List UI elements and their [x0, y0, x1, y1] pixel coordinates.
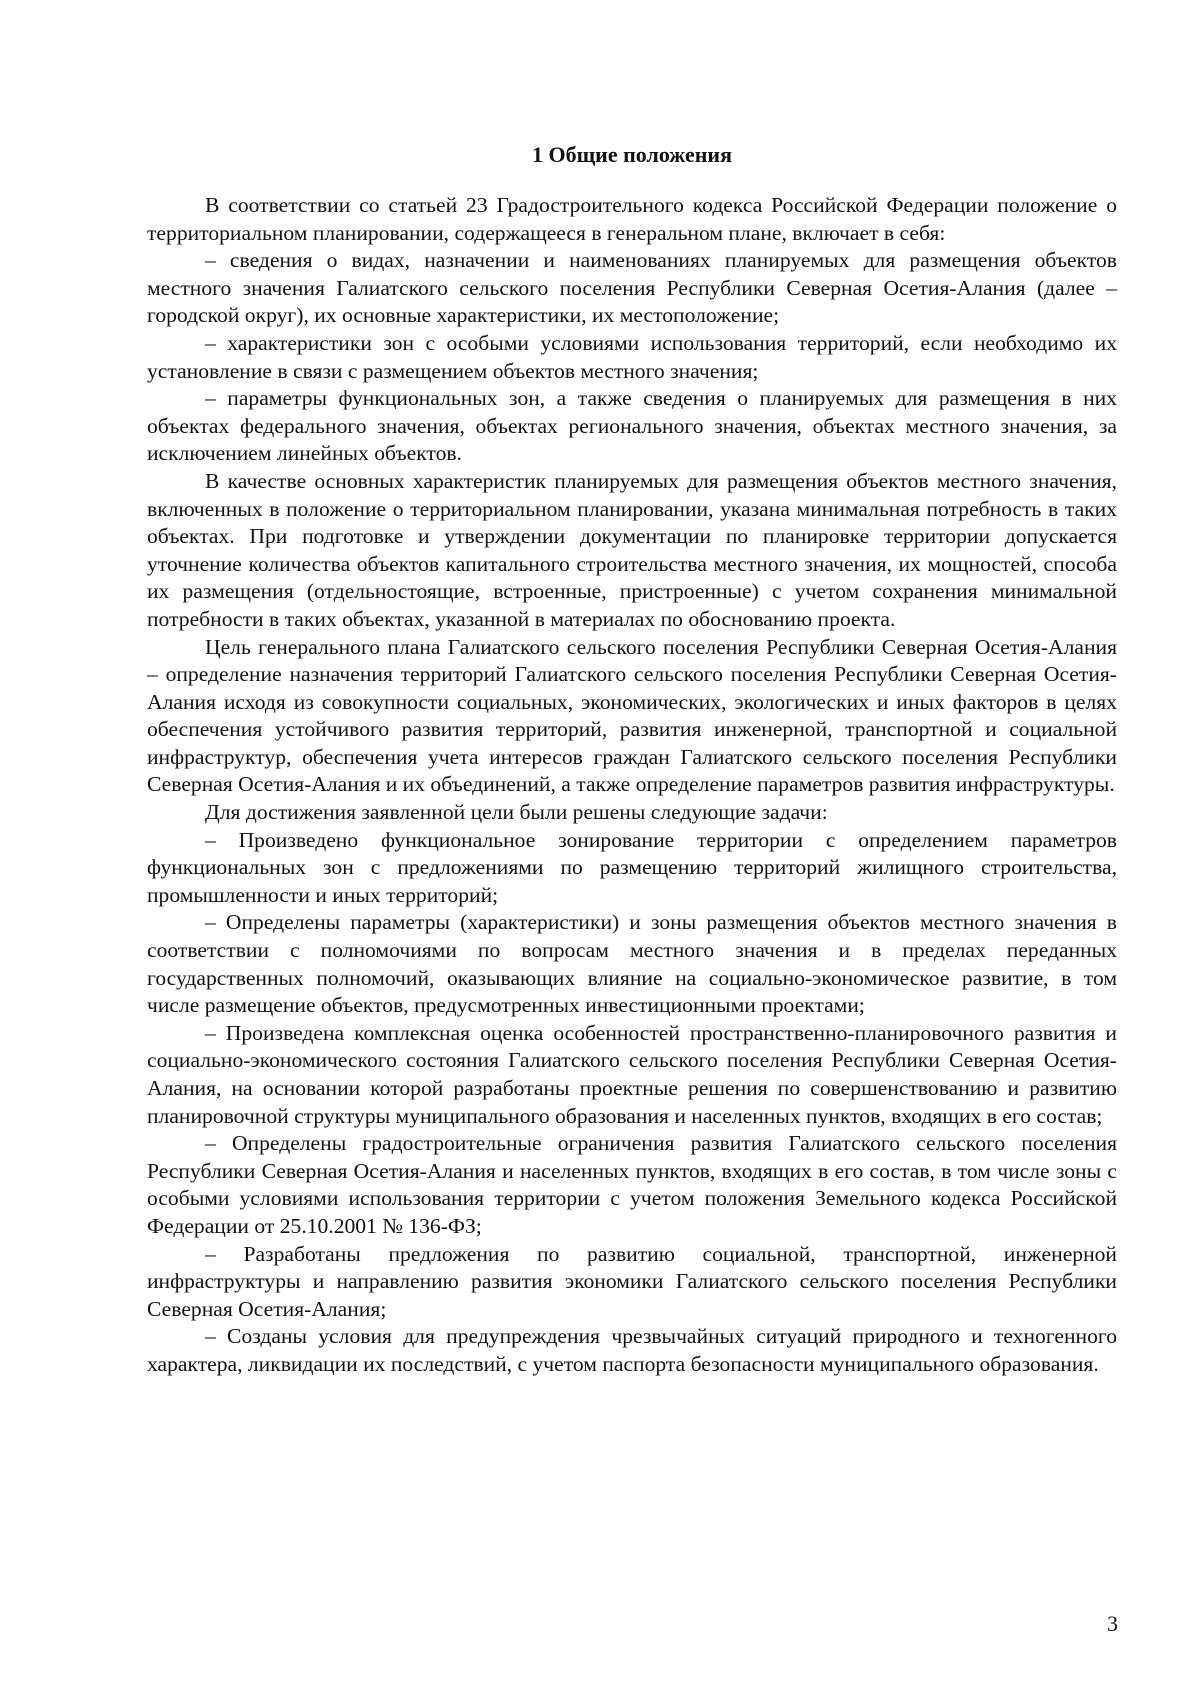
paragraph-tasks-intro: Для достижения заявленной цели были решены следующие задачи:	[205, 800, 828, 825]
paragraph-task-zoning: – Произведено функциональное зонирование территории с определением параметров функциональных зон с предложениями по размещению территорий жилищного строительства, промышленности и иных территорий;	[147, 827, 1117, 907]
paragraph-task-parameters: – Определены параметры (характеристики) и зоны размещения объектов местного значения в соответствии с полномочиями по вопросам местного значения и в пределах переданных государственных полномочий, оказывающих влияние на социально-экономическое развитие, в том числе размещение объектов, предусмотренных инвестиционными проектами;	[147, 910, 1117, 1018]
section-heading: 1 Общие положения	[532, 142, 732, 167]
paragraph-item-zones: – характеристики зон с особыми условиями использования территорий, если необходимо их установление в связи с размещением объектов местного значения;	[147, 330, 1117, 383]
paragraph-task-assessment: – Произведена комплексная оценка особенностей пространственно-планировочного развития и социально-экономического состояния Галиатского сельского поселения Республики Северная Осетия-Алания, на основании которой разработаны проектные решения по совершенствованию и развитию планировочной структуры муниципального образования и населенных пунктов, входящих в его состав;	[147, 1020, 1117, 1128]
page-content	[147, 140, 1117, 1379]
paragraph-item-objects: – сведения о видах, назначении и наименованиях планируемых для размещения объектов местного значения Галиатского сельского поселения Республики Северная Осетия-Алания (далее – городской округ), их основные характеристики, их местоположение;	[147, 248, 1117, 328]
paragraph-intro: В соответствии со статьей 23 Градостроительного кодекса Российской Федерации положение о территориальном планировании, содержащееся в генеральном плане, включает в себя:	[147, 193, 1117, 245]
paragraph-task-emergency: – Созданы условия для предупреждения чрезвычайных ситуаций природного и техногенного характера, ликвидации их последствий, с учетом паспорта безопасности муниципального образования.	[147, 1324, 1117, 1376]
paragraph-item-parameters: – параметры функциональных зон, а также сведения о планируемых для размещения в них объектах федерального значения, объектах регионального значения, объектах местного значения, за исключением линейных объектов.	[147, 386, 1117, 466]
paragraph-task-restrictions: – Определены градостроительные ограничения развития Галиатского сельского поселения Республики Северная Осетия-Алания и населенных пунктов, входящих в его состав, в том числе зоны с особыми условиями использования территории с учетом положения Земельного кодекса Российской Федерации от 25.10.2001 № 136-ФЗ;	[147, 1131, 1117, 1238]
paragraph-characteristics: В качестве основных характеристик планируемых для размещения объектов местного значения, включенных в положение о территориальном планировании, указана минимальная потребность в таких объектах. При подготовке и утверждении документации по планировке территории допускается уточнение количества объектов капитального строительства местного значения, их мощностей, способа их размещения (отдельностоящие, встроенные, пристроенные) с учетом сохранения минимальной потребности в таких объектах, указанной в материалах по обоснованию проекта.	[147, 468, 1117, 631]
page-number: 3	[1107, 1611, 1118, 1636]
paragraph-task-infrastructure: – Разработаны предложения по развитию социальной, транспортной, инженерной инфраструктуры и направлению развития экономики Галиатского сельского поселения Республики Северная Осетия-Алания;	[147, 1241, 1117, 1321]
paragraph-goal: Цель генерального плана Галиатского сельского поселения Республики Северная Осетия-Алания – определение назначения территорий Галиатского сельского поселения Республики Северная Осетия-Алания исходя из совокупности социальных, экономических, экологических и иных факторов в целях обеспечения устойчивого развития территорий, развития инженерной, транспортной и социальной инфраструктур, обеспечения учета интересов граждан Галиатского сельского поселения Республики Северная Осетия-Алания и их объединений, а также определение параметров развития инфраструктуры.	[147, 634, 1117, 797]
